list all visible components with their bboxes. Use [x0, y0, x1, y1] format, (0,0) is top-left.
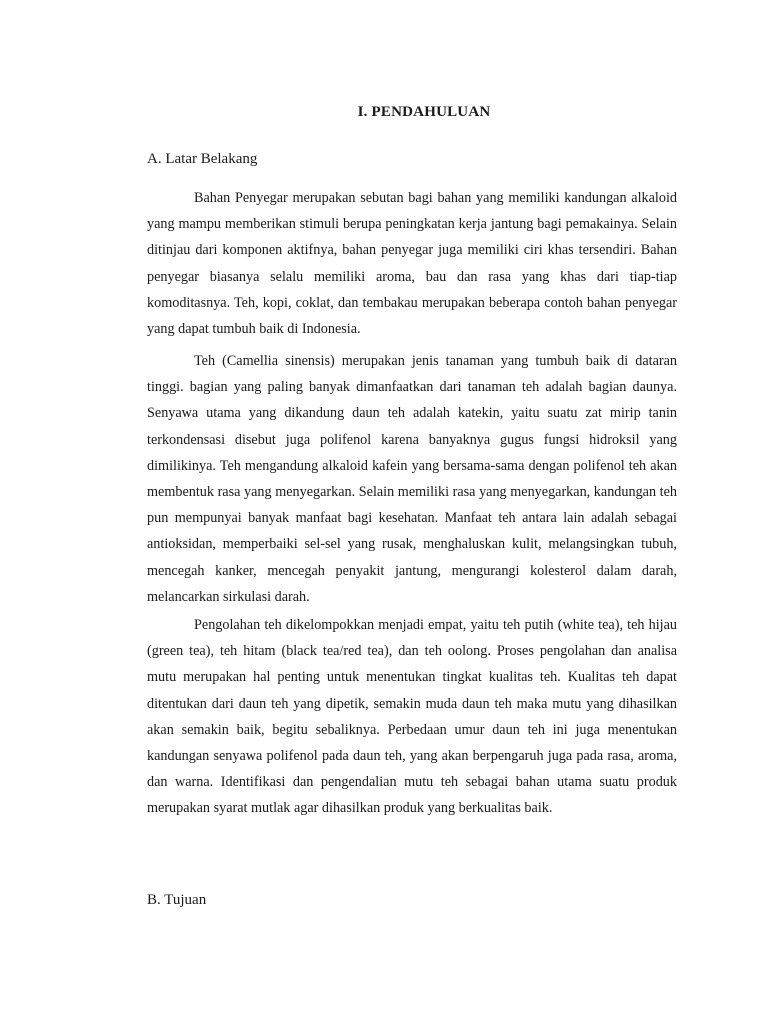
paragraph: Pengolahan teh dikelompokkan menjadi empat, yaitu teh putih (white tea), teh hijau (green tea), teh hitam (black tea/red tea), dan teh oolong. Proses pengolahan dan analisa mutu merupakan hal penting untuk menentukan tingkat kualitas teh. Kualitas teh dapat ditentukan dari daun teh yang dipetik, semakin muda daun teh maka mutu yang dihasilkan akan semakin baik, begitu sebaliknya. Perbedaan umur daun teh ini juga menentukan kandungan senyawa polifenol pada daun teh, yang akan berpengaruh juga pada rasa, aroma, dan warna. Identifikasi dan pengendalian mutu teh sebagai bahan utama suatu produk merupakan syarat mutlak agar dihasilkan produk yang berkualitas baik. [147, 617, 677, 817]
paragraph-block [147, 612, 677, 822]
paragraph: Teh (Camellia sinensis) merupakan jenis tanaman yang tumbuh baik di dataran tinggi. bagian yang paling banyak dimanfaatkan dari tanaman teh adalah bagian daunya. Senyawa utama yang dikandung daun teh adalah katekin, yaitu suatu zat mirip tanin terkondensasi disebut juga polifenol karena banyaknya gugus fungsi hidroksil yang dimilikinya. Teh mengandung alkaloid kafein yang bersama-sama dengan polifenol teh akan membentuk rasa yang menyegarkan. Selain memiliki rasa yang menyegarkan, kandungan teh pun mempunyai banyak manfaat bagi kesehatan. Manfaat teh antara lain adalah sebagai antioksidan, memperbaiki sel-sel yang rusak, menghaluskan kulit, melangsingkan tubuh, mencegah kanker, mencegah penyakit jantung, mengurangi kolesterol dalam darah, melancarkan sirkulasi darah. [147, 353, 677, 605]
section-heading-latar-belakang: A. Latar Belakang [147, 151, 258, 167]
paragraph-block [147, 348, 677, 610]
chapter-title: I. PENDAHULUAN [357, 104, 491, 120]
paragraph: Bahan Penyegar merupakan sebutan bagi bahan yang memiliki kandungan alkaloid yang mampu memberikan stimuli berupa peningkatan kerja jantung bagi pemakainya. Selain ditinjau dari komponen aktifnya, bahan penyegar juga memiliki ciri khas tersendiri. Bahan penyegar biasanya selalu memiliki aroma, bau dan rasa yang khas dari tiap-tiap komoditasnya. Teh, kopi, coklat, dan tembakau merupakan beberapa contoh bahan penyegar yang dapat tumbuh baik di Indonesia. [147, 190, 677, 338]
section-heading-tujuan: B. Tujuan [147, 892, 207, 908]
paragraph-block [147, 185, 677, 342]
